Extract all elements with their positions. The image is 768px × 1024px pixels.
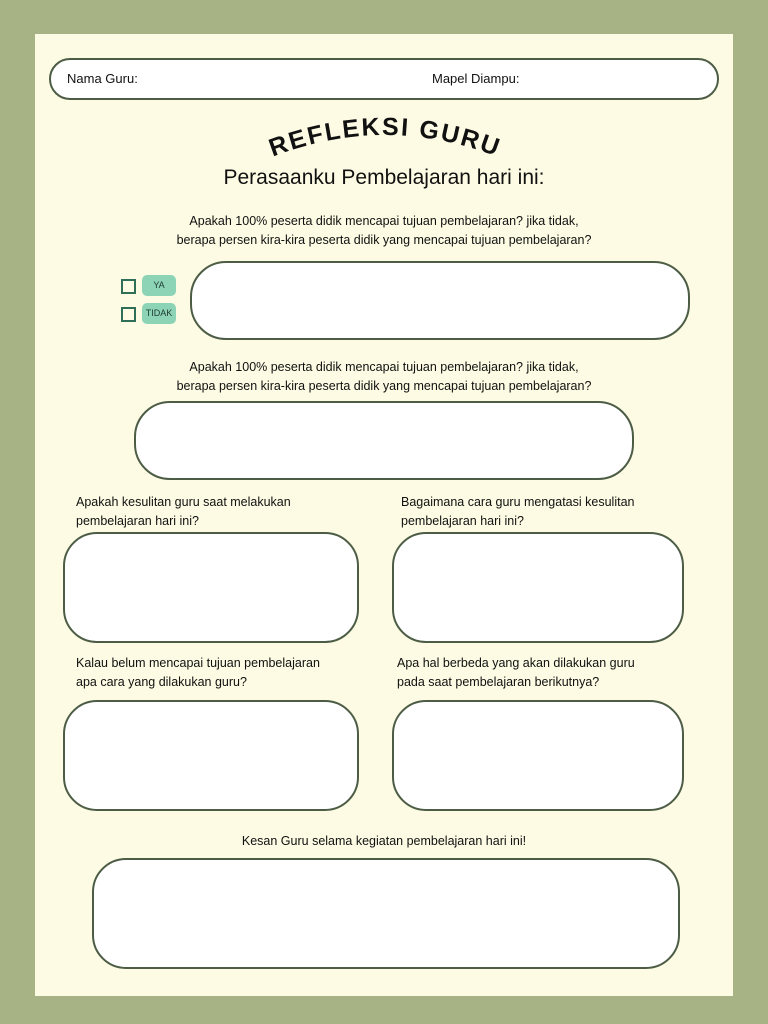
question-1 [0, 212, 768, 249]
question-4-line-1: Bagaimana cara guru mengatasi kesulitan [401, 495, 635, 509]
svg-text:REFLEKSI GURU [265, 113, 504, 162]
question-4 [401, 493, 634, 530]
checkbox-tidak[interactable] [121, 307, 136, 322]
header-fields [49, 58, 719, 100]
option-ya-label: YA [142, 275, 176, 296]
question-2-line-1: Apakah 100% peserta didik mencapai tujuan pembelajaran? jika tidak, [189, 360, 579, 374]
question-6-line-2: pada saat pembelajaran berikutnya? [397, 674, 600, 689]
question-1-line-2: berapa persen kira-kira peserta didik yang mencapai tujuan pembelajaran? [176, 232, 592, 247]
answer-box-2[interactable] [134, 401, 634, 480]
answer-box-1[interactable] [190, 261, 690, 340]
checkbox-ya[interactable] [121, 279, 136, 294]
answer-box-6[interactable] [392, 700, 684, 811]
option-tidak-label: TIDAK [142, 303, 176, 324]
answer-box-3[interactable] [63, 532, 359, 643]
answer-box-5[interactable] [63, 700, 359, 811]
worksheet-title [230, 100, 540, 172]
question-7-line-1: Kesan Guru selama kegiatan pembelajaran hari ini! [241, 834, 527, 848]
teacher-name-label: Nama Guru: [67, 71, 138, 86]
question-2-line-2: berapa persen kira-kira peserta didik yang mencapai tujuan pembelajaran? [176, 378, 592, 393]
answer-box-4[interactable] [392, 532, 684, 643]
question-6-line-1: Apa hal berbeda yang akan dilakukan guru [397, 656, 635, 670]
subject-label: Mapel Diampu: [432, 71, 520, 86]
question-5 [76, 654, 320, 691]
question-3-line-1: Apakah kesulitan guru saat melakukan [76, 495, 291, 509]
title-text: REFLEKSI GURU [265, 112, 505, 163]
question-3-line-2: pembelajaran hari ini? [76, 513, 199, 528]
question-3 [76, 493, 291, 530]
question-4-line-2: pembelajaran hari ini? [401, 513, 524, 528]
question-2 [0, 358, 768, 395]
question-1-line-1: Apakah 100% peserta didik mencapai tujuan pembelajaran? jika tidak, [189, 214, 579, 228]
subtitle: Perasaanku Pembelajaran hari ini: [223, 166, 545, 189]
question-7 [0, 832, 768, 851]
answer-box-7[interactable] [92, 858, 680, 969]
question-5-line-1: Kalau belum mencapai tujuan pembelajaran [76, 656, 320, 670]
question-6 [397, 654, 635, 691]
question-5-line-2: apa cara yang dilakukan guru? [76, 674, 247, 689]
